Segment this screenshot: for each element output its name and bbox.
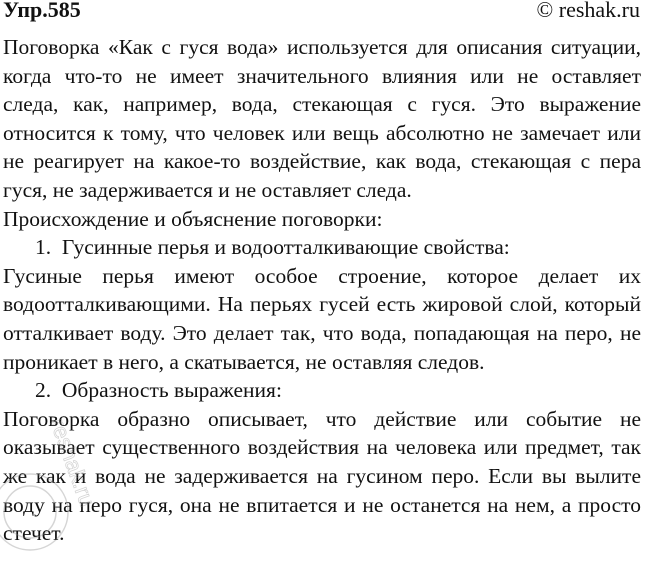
header (3, 0, 640, 23)
text-line: Поговорка образно описывает, что действие или событие не (3, 406, 641, 431)
text-line: оказывает существенного воздействия на человека или предмет, так (3, 435, 641, 460)
text-line: проникает в него, а скатывается, не оставляя следов. (3, 349, 485, 374)
text-line: когда что-то не имеет значительного влияния или не оставляет (3, 63, 641, 88)
text-line: водоотталкивающими. На перьях гусей есть жировой слой, который (3, 292, 641, 317)
svg-text:reshak.ru: reshak.ru (45, 415, 101, 510)
text-line: Поговорка «Как с гуся вода» используется для описания ситуации, (3, 35, 641, 59)
list-item-2: 2. Образность выражения: (35, 378, 282, 403)
copyright: © reshak.ru (536, 0, 640, 22)
answer-text (3, 33, 641, 548)
text-line: Гусиные перья имеют особое строение, которое делает их (3, 263, 641, 288)
text-line: следа, как, например, вода, стекающая с гуся. Это выражение (3, 92, 641, 117)
list-item-1: 1. Гусинные перья и водоотталкивающие свойства: (35, 235, 510, 260)
section-heading: Происхождение и объяснение поговорки: (3, 206, 383, 231)
text-line: воду на перо гуся, она не впитается и не останется на нем, а просто (3, 492, 641, 517)
text-line: не реагирует на какое-то воздействие, как вода, стекающая с пера (3, 149, 641, 174)
text-line: гуся, не задерживается и не оставляет следа. (3, 177, 412, 202)
exercise-title: Упр.585 (3, 0, 81, 22)
text-line: стечет. (3, 521, 65, 546)
text-line: отталкивает воду. Это делает так, что вода, попадающая на перо, не (3, 320, 641, 345)
text-line: относится к тому, что человек или вещь абсолютно не замечает или (3, 120, 641, 145)
text-line: же как и вода не задерживается на гусином перо. Если вы вылите (3, 463, 641, 488)
